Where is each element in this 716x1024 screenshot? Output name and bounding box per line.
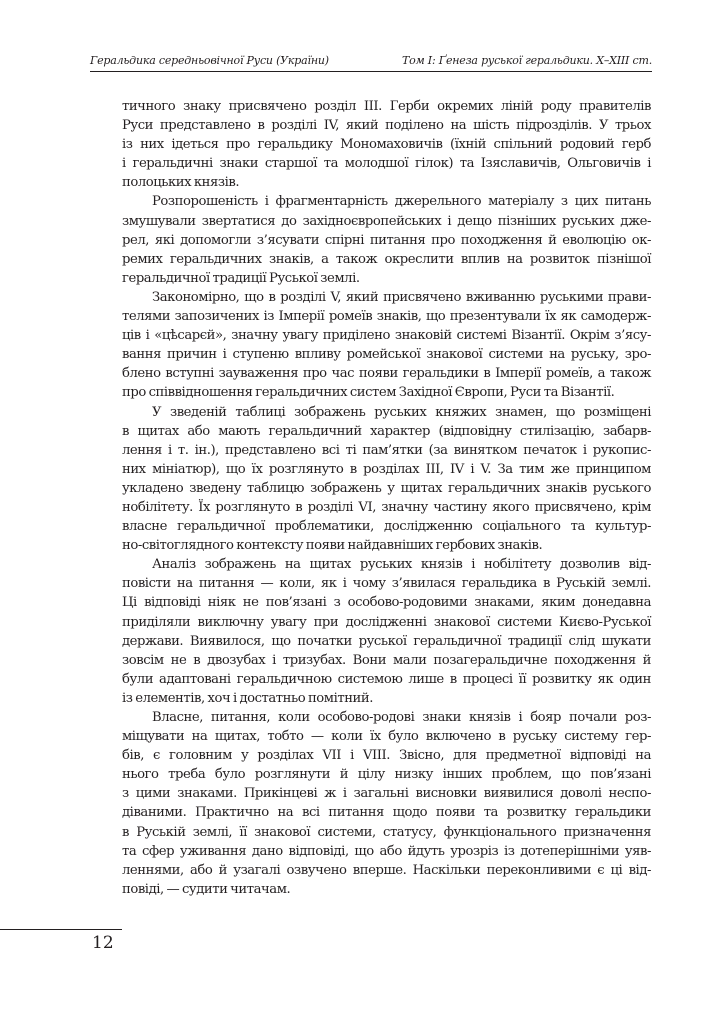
paragraph-first-line: Аналіз зображень на щитах руських князів і нобілітету дозволив від- bbox=[152, 557, 651, 573]
text-line: нобілітету. Їх розглянуто в розділі VI, значну частину якого присвячено, крім bbox=[122, 499, 651, 515]
text-line: держави. Виявилося, що початки руської геральдичної традиції слід шукати bbox=[122, 633, 651, 649]
text-line: Руси представлено в розділі IV, який поділено на шість підрозділів. У трьох bbox=[122, 118, 651, 134]
header-book-title: Геральдика середньовічної Руси (України) bbox=[90, 54, 329, 67]
footer-rule bbox=[0, 929, 122, 930]
text-line: про співвідношення геральдичних систем Західної Європи, Руси та Візантії. bbox=[122, 385, 615, 401]
text-line: вання причин і ступеню впливу ромейської знакової системи на руську, зро- bbox=[122, 347, 651, 363]
text-line: зовсім не в двозубах і тризубах. Вони мали позагеральдичне походження й bbox=[122, 652, 651, 668]
text-line: полоцьких князів. bbox=[122, 175, 240, 191]
text-line: тичного знаку присвячено розділ III. Герби окремих ліній роду правителів bbox=[122, 99, 651, 114]
text-line: міщувати на щитах, тобто — коли їх було включено в руську систему гер- bbox=[122, 729, 651, 745]
text-line: ців і «цѣсарєй», значну увагу приділено знаковій системі Візантії. Окрім з’ясу- bbox=[122, 328, 651, 344]
text-line: змушували звертатися до західноєвропейських і дещо пізніших руських дже- bbox=[122, 213, 651, 229]
text-line: і геральдичні знаки старшої та молодшої гілок) та Ізяславичів, Ольговичів і bbox=[122, 156, 651, 172]
header-volume-title: Том I: Ґенеза руської геральдики. Х–ХІІІ ст. bbox=[402, 54, 652, 67]
text-line: із них ідеться про геральдику Мономаховичів (їхній спільний родовий герб bbox=[122, 137, 651, 153]
text-line: із елементів, хоч і достатньо помітний. bbox=[122, 690, 373, 706]
text-line: повіді, — судити читачам. bbox=[122, 881, 291, 897]
text-line: геральдичної традиції Руської землі. bbox=[122, 270, 360, 286]
text-line: леннями, або й узагалі озвучено вперше. Наскільки переконливими є ці від- bbox=[122, 862, 651, 878]
text-line: бів, є головним у розділах VII і VIII. Звісно, для предметної відповіді на bbox=[122, 748, 651, 764]
text-line: них мініатюр), що їх розглянуто в розділах III, IV і V. За тим же принципом bbox=[122, 461, 651, 477]
text-line: з цими знаками. Прикінцеві ж і загальні висновки виявилися доволі неспо- bbox=[122, 786, 651, 802]
text-line: та сфер уживання дано відповіді, що або йдуть урозріз із дотеперішніми уяв- bbox=[122, 843, 651, 859]
text-line: укладено зведену таблицю зображень у щитах геральдичних знаків руського bbox=[122, 480, 651, 496]
text-line: діваними. Практично на всі питання щодо появи та розвитку геральдики bbox=[122, 805, 651, 821]
text-line: приділяли виключну увагу при дослідженні знакової системи Києво-Руської bbox=[122, 614, 651, 630]
text-line: но-світоглядного контексту появи найдавніших гербових знаків. bbox=[122, 538, 543, 554]
text-line: Ці відповіді ніяк не пов’язані з особово-родовими знаками, яким донедавна bbox=[122, 595, 651, 611]
text-line: в Руській землі, її знакової системи, статусу, функціонального призначення bbox=[122, 824, 651, 840]
text-line: лення і т. ін.), представлено всі ті пам’ятки (за винятком печаток і рукопис- bbox=[122, 442, 651, 458]
text-line: ремих геральдичних знаків, а також окреслити вплив на розвиток пізнішої bbox=[122, 251, 651, 267]
text-line: повісти на питання — коли, як і чому з’явилася геральдика в Руській землі. bbox=[122, 576, 651, 592]
paragraph-first-line: Розпорошеність і фрагментарність джерельного матеріалу з цих питань bbox=[152, 194, 651, 210]
paragraph-first-line: Закономірно, що в розділі V, який присвячено вживанню руськими прави- bbox=[152, 289, 651, 305]
text-line: нього треба було розглянути й цілу низку інших проблем, що пов’язані bbox=[122, 767, 651, 783]
paragraph-first-line: Власне, питання, коли особово-родові знаки князів і бояр почали роз- bbox=[152, 710, 651, 725]
running-header bbox=[90, 51, 652, 72]
page-number: 12 bbox=[92, 933, 114, 953]
text-line: телями запозичених із Імперії ромеїв знаків, що презентували їх як самодерж- bbox=[122, 309, 651, 325]
body-text bbox=[122, 97, 651, 899]
text-line: блено вступні зауваження про час появи геральдики в Імперії ромеїв, а також bbox=[122, 366, 651, 382]
text-line: були адаптовані геральдичною системою лише в процесі її розвитку як один bbox=[122, 671, 651, 687]
text-line: в щитах або мають геральдичний характер (відповідну стилізацію, забарв- bbox=[122, 423, 651, 439]
text-line: власне геральдичної проблематики, дослідженню соціального та культур- bbox=[122, 519, 651, 535]
text-line: рел, які допомогли з’ясувати спірні питання про походження й еволюцію ок- bbox=[122, 232, 651, 248]
paragraph-first-line: У зведеній таблиці зображень руських княжих знамен, що розміщені bbox=[152, 404, 651, 420]
